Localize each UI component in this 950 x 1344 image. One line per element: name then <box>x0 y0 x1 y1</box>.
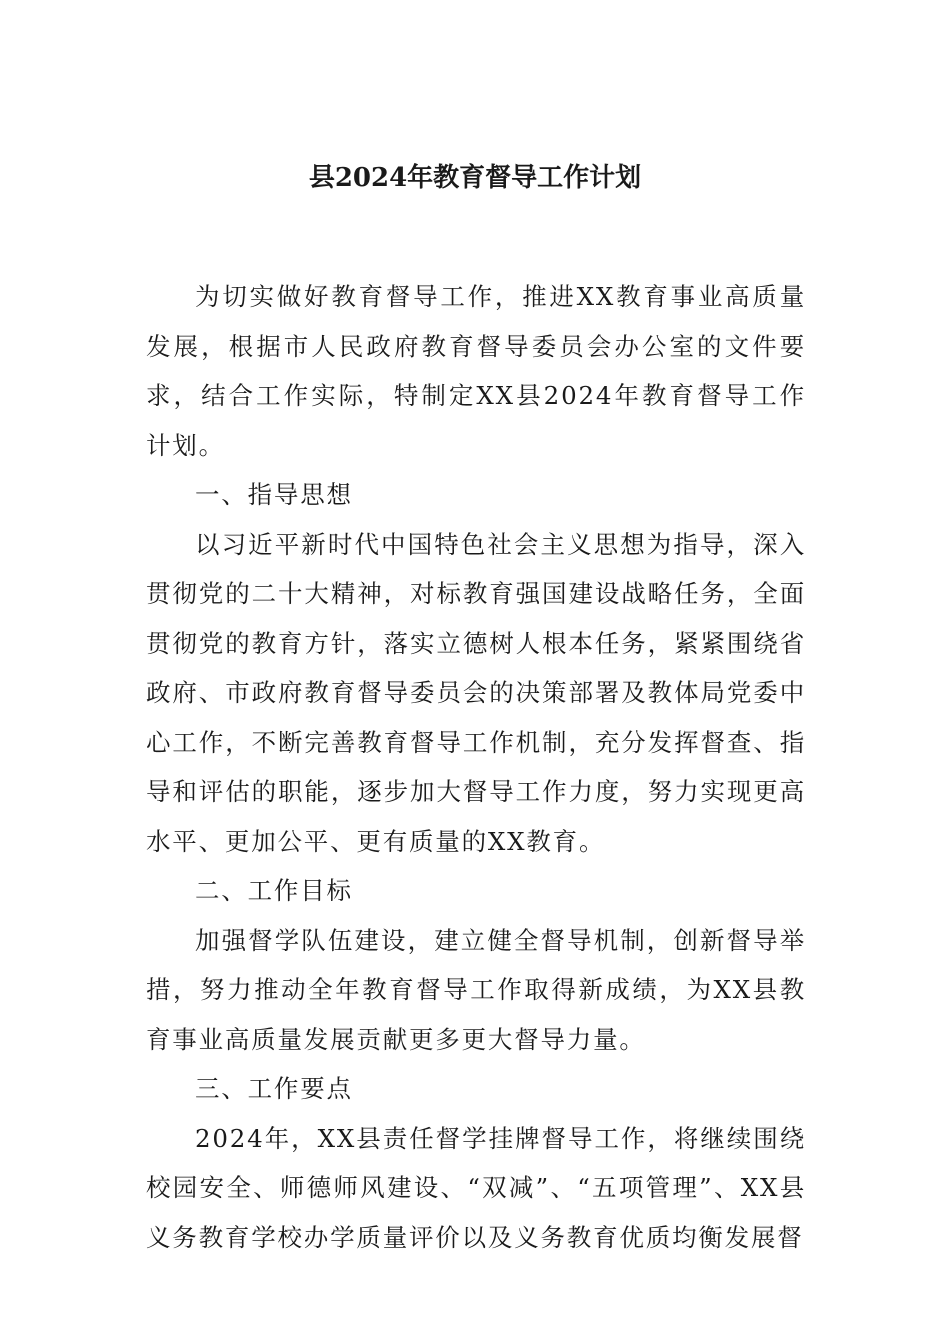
intro-paragraph: 为切实做好教育督导工作，推进XX教育事业高质量发展，根据市人民政府教育督导委员会办公室的文件要求，结合工作实际，特制定XX县2024年教育督导工作计划。 <box>146 282 806 460</box>
document-body <box>146 272 806 1262</box>
section-heading-work-goals: 二、工作目标 <box>195 876 353 905</box>
section-heading-guiding-ideology: 一、指导思想 <box>195 480 353 509</box>
section-paragraph-work-goals: 加强督学队伍建设，建立健全督导机制，创新督导举措，努力推动全年教育督导工作取得新成绩，为XX县教育事业高质量发展贡献更多更大督导力量。 <box>146 925 806 1054</box>
document-title: 县2024年教育督导工作计划 <box>308 163 642 193</box>
section-paragraph-guiding-ideology: 以习近平新时代中国特色社会主义思想为指导，深入贯彻党的二十大精神，对标教育强国建设战略任务，全面贯彻党的教育方针，落实立德树人根本任务，紧紧围绕省政府、市政府教育督导委员会的决策部署及教体局党委中心工作，不断完善教育督导工作机制，充分发挥督查、指导和评估的职能，逐步加大督导工作力度，努力实现更高水平、更加公平、更有质量的XX教育。 <box>146 529 806 856</box>
section-heading-work-points: 三、工作要点 <box>195 1074 353 1103</box>
section-paragraph-work-points: 2024年，XX县责任督学挂牌督导工作，将继续围绕校园安全、师德师风建设、“双减”、“五项管理”、XX县义务教育学校办学质量评价以及义务教育优质均衡发展督 <box>146 1123 806 1252</box>
